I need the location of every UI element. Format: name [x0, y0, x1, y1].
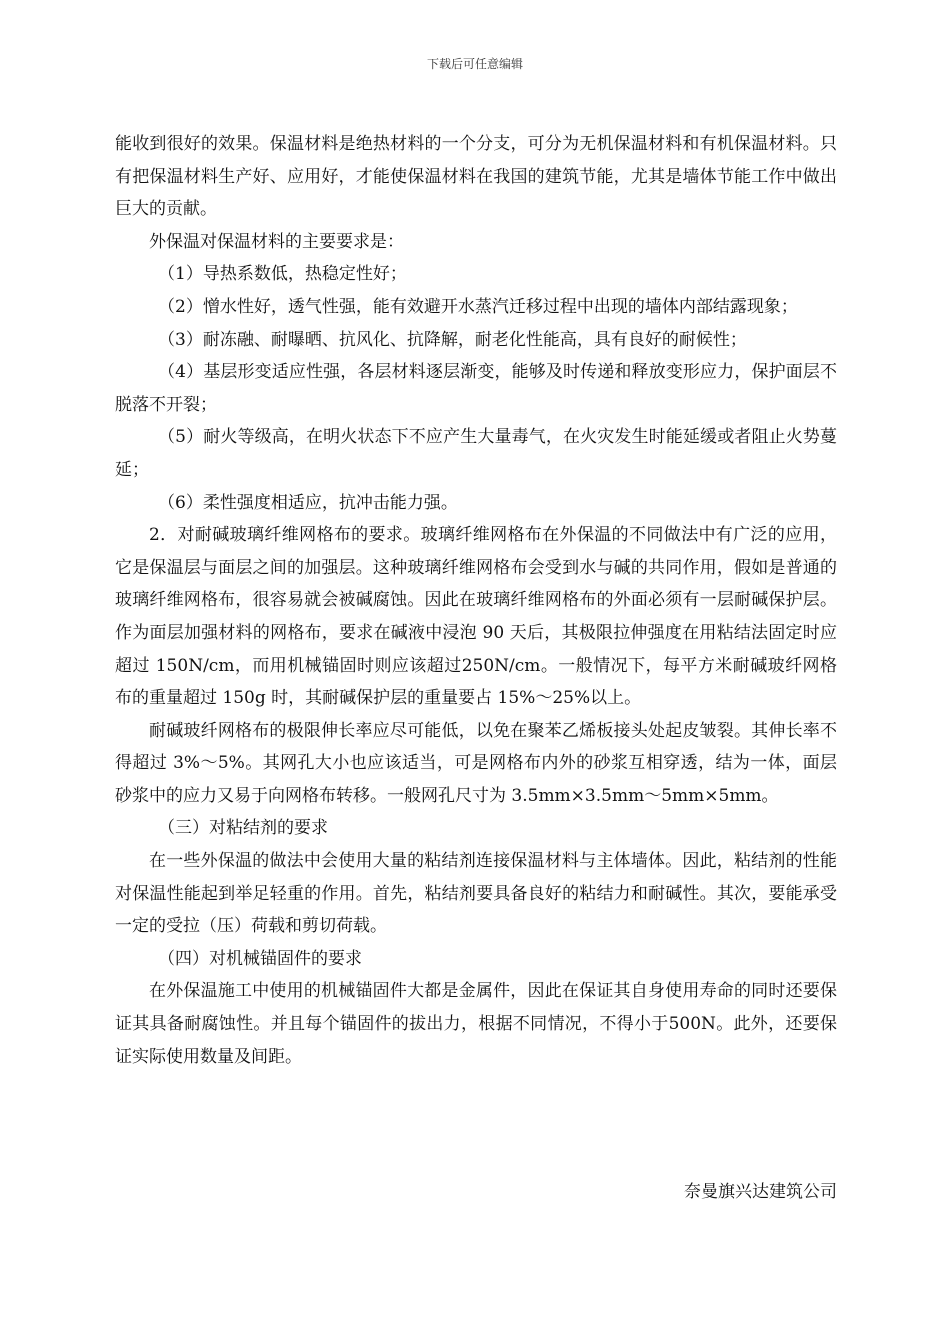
paragraph-mesh-elongation: 耐碱玻纤网格布的极限伸长率应尽可能低，以免在聚苯乙烯板接头处起皮皱裂。其伸长率不得超过 3%～5%。其网孔大小也应该适当，可是网格布内外的砂浆互相穿透，结为一体，面层砂浆中的应力又易于向网格布转移。一般网孔尺寸为 3.5mm×3.5mm～5mm×5mm。 [115, 720, 837, 806]
paragraph-mesh-requirements: 2．对耐碱玻璃纤维网格布的要求。玻璃纤维网格布在外保温的不同做法中有广泛的应用，它是保温层与面层之间的加强层。这种玻璃纤维网格布会受到水与碱的共同作用，假如是普通的玻璃纤维网格布，很容易就会被碱腐蚀。因此在玻璃纤维网格布的外面必须有一层耐碱保护层。作为面层加强材料的网格布，要求在碱液中浸泡 90 天后，其极限拉伸强度在用粘结法固定时应超过 150N/cm，而用机械锚固时则应该超过250N/cm。一般情况下，每平方米耐碱玻纤网格布的重量超过 150g 时，其耐碱保护层的重量要占 15%～25%以上。 [115, 525, 837, 709]
paragraph-anchors: 在外保温施工中使用的机械锚固件大都是金属件，因此在保证其自身使用寿命的同时还要保证其具备耐腐蚀性。并且每个锚固件的拔出力，根据不同情况，不得小于500N。此外，还要保证实际使用数量及间距。 [115, 981, 837, 1067]
paragraph-requirements-heading: 外保温对保温材料的主要要求是： [149, 231, 404, 252]
list-item: （1）导热系数低，热稳定性好； [158, 264, 407, 285]
document-body [115, 128, 837, 1073]
list-item: （6）柔性强度相适应，抗冲击能力强。 [158, 492, 458, 513]
section-heading-adhesive: （三）对粘结剂的要求 [158, 818, 328, 839]
list-item: （3）耐冻融、耐曝晒、抗风化、抗降解，耐老化性能高，具有良好的耐候性； [158, 329, 747, 350]
list-item: （5）耐火等级高，在明火状态下不应产生大量毒气，在火灾发生时能延缓或者阻止火势蔓延； [115, 427, 837, 480]
company-signature: 奈曼旗兴达建筑公司 [684, 1182, 837, 1202]
paragraph-intro: 能收到很好的效果。保温材料是绝热材料的一个分支，可分为无机保温材料和有机保温材料。只有把保温材料生产好、应用好，才能使保温材料在我国的建筑节能，尤其是墙体节能工作中做出巨大的贡献。 [115, 134, 837, 220]
page-header: 下载后可任意编辑 [426, 57, 523, 71]
section-heading-anchors: （四）对机械锚固件的要求 [158, 948, 362, 969]
list-item: （4）基层形变适应性强，各层材料逐层渐变，能够及时传递和释放变形应力，保护面层不脱落不开裂； [115, 362, 837, 415]
list-item: （2）憎水性好，透气性强，能有效避开水蒸汽迁移过程中出现的墙体内部结露现象； [158, 296, 798, 317]
paragraph-adhesive: 在一些外保温的做法中会使用大量的粘结剂连接保温材料与主体墙体。因此，粘结剂的性能对保温性能起到举足轻重的作用。首先，粘结剂要具备良好的粘结力和耐碱性。其次，要能承受一定的受拉（压）荷载和剪切荷载。 [115, 851, 837, 937]
